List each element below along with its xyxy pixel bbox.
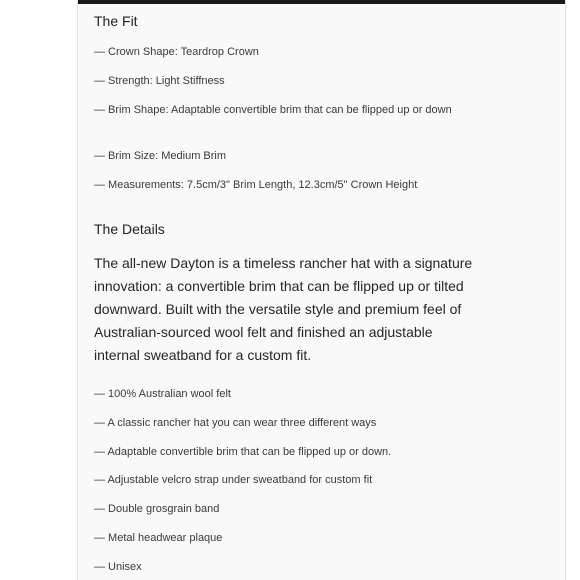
details-item-grosgrain-band: — Double grosgrain band [94,503,220,515]
details-item-three-ways: — A classic rancher hat you can wear three different ways [94,417,377,429]
fit-item-crown-shape: — Crown Shape: Teardrop Crown [94,46,259,58]
details-item-wool-felt: — 100% Australian wool felt [94,388,231,400]
details-item-velcro-strap: — Adjustable velcro strap under sweatband for custom fit [94,474,373,486]
details-item-convertible-brim: — Adaptable convertible brim that can be flipped up or down. [94,446,392,458]
fit-item-strength: — Strength: Light Stiffness [94,75,225,87]
fit-heading: The Fit [94,13,138,29]
left-margin [0,0,78,580]
product-description-panel [78,4,565,580]
details-item-metal-plaque: — Metal headwear plaque [94,532,223,544]
right-margin [565,0,580,580]
fit-item-measurements: — Measurements: 7.5cm/3" Brim Length, 12.3cm/5" Crown Height [94,179,418,191]
details-description: The all-new Dayton is a timeless rancher hat with a signature innovation: a convertible brim that can be flipped up or tilted downward. Built with the versatile style and premium feel of Australian-sourced wool felt and finished an adjustable internal sweatband for a custom fit. [94,255,473,363]
fit-item-brim-shape: — Brim Shape: Adaptable convertible brim that can be flipped up or down [94,104,452,116]
fit-item-brim-size: — Brim Size: Medium Brim [94,150,227,162]
details-heading: The Details [94,221,165,237]
details-item-unisex: — Unisex [94,561,142,573]
